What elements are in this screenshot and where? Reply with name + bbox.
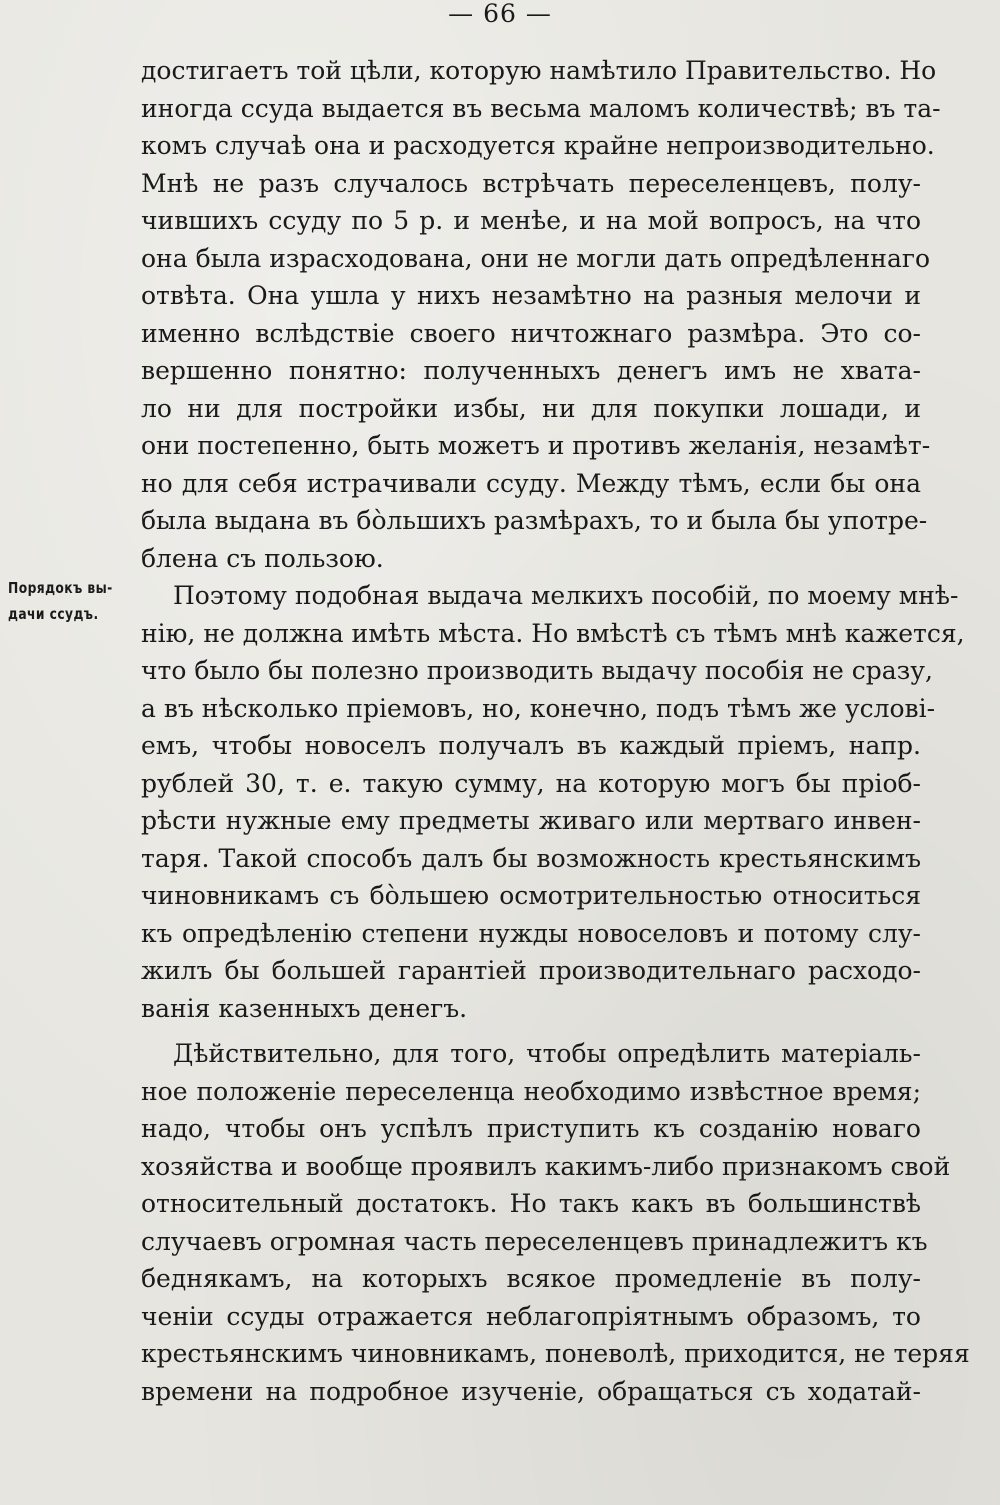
text-line: чившихъ ссуду по 5 р. и менѣе, и на мой вопросъ, на что [141,206,921,235]
text-line: къ опредѣленію степени нужды новоселовъ и потому слу- [141,918,921,948]
paragraph [141,1035,970,1410]
text-line: они постепенно, быть можетъ и противъ желанія, незамѣт- [141,431,931,460]
text-line: ванія казенныхъ денегъ. [141,993,468,1023]
text-line: нію, не должна имѣть мѣста. Но вмѣстѣ съ тѣмъ мнѣ кажется, [141,618,965,648]
margin-note [8,575,111,627]
paragraph [141,52,941,577]
text-line: рублей 30, т. е. такую сумму, на которую могъ бы пріоб- [141,768,921,798]
body-text [141,52,970,1410]
text-line: жилъ бы большей гарантіей производительнаго расходо- [141,956,921,985]
text-line: Дѣйствительно, для того, чтобы опредѣлить матеріаль- [173,1039,921,1068]
text-line: достигаетъ той цѣли, которую намѣтило Правительство. Но [141,56,937,85]
text-line: беднякамъ, на которыхъ всякое промедленіе въ полу- [141,1264,921,1293]
text-line: блена съ пользою. [141,543,384,573]
text-line: ченіи ссуды отражается неблагопріятнымъ образомъ, то [141,1301,921,1331]
text-line: она была израсходована, они не могли дать опредѣленнаго [141,243,931,273]
text-line: рѣсти нужные ему предметы живаго или мертваго инвен- [141,806,921,835]
text-line: комъ случаѣ она и расходуется крайне непроизводительно. [141,131,935,160]
text-line: но для себя истрачивали ссуду. Между тѣмъ, если бы она [141,468,921,498]
text-line: вершенно понятно: полученныхъ денегъ имъ не хвата- [141,356,921,385]
text-line: Поэтому подобная выдача мелкихъ пособій, по моему мнѣ- [173,581,959,610]
text-line: а въ нѣсколько пріемовъ, но, конечно, подъ тѣмъ же услові- [141,693,936,723]
text-line: чиновникамъ съ бо̀льшею осмотрительностью относиться [141,881,921,910]
text-line: крестьянскимъ чиновникамъ, поневолѣ, приходится, не теряя [141,1339,970,1368]
text-line: емъ, чтобы новоселъ получалъ въ каждый пріемъ, напр. [141,731,921,760]
text-line: ло ни для постройки избы, ни для покупки лошади, и [141,393,921,423]
text-line: случаевъ огромная часть переселенцевъ принадлежитъ къ [141,1226,928,1256]
text-line: была выдана въ бо̀льшихъ размѣрахъ, то и была бы употре- [141,506,928,535]
text-line: таря. Такой способъ далъ бы возможность крестьянскимъ [141,843,921,873]
text-line: времени на подробное изученіе, обращаться съ ходатай- [141,1376,921,1406]
text-line: что было бы полезно производить выдачу пособія не сразу, [141,656,933,685]
paragraph [141,577,965,1027]
text-line: ное положеніе переселенца необходимо извѣстное время; [141,1076,921,1106]
text-line: иногда ссуда выдается въ весьма маломъ количествѣ; въ та- [141,93,941,123]
page-number: — 66 — [448,0,552,28]
margin-note-line: дачи ссудъ. [8,605,99,623]
text-line: хозяйства и вообще проявилъ какимъ-либо признакомъ свой [141,1151,951,1181]
paragraph-gap [141,1027,921,1035]
text-line: надо, чтобы онъ успѣлъ приступить къ созданію новаго [141,1114,921,1143]
text-line: отвѣта. Она ушла у нихъ незамѣтно на разныя мелочи и [141,281,921,310]
margin-note-line: Порядокъ вы- [8,579,113,597]
text-line: относительный достатокъ. Но такъ какъ въ большинствѣ [141,1189,921,1218]
text-line: Мнѣ не разъ случалось встрѣчать переселенцевъ, полу- [141,168,921,198]
text-line: именно вслѣдствіе своего ничтожнаго размѣра. Это со- [141,318,921,348]
